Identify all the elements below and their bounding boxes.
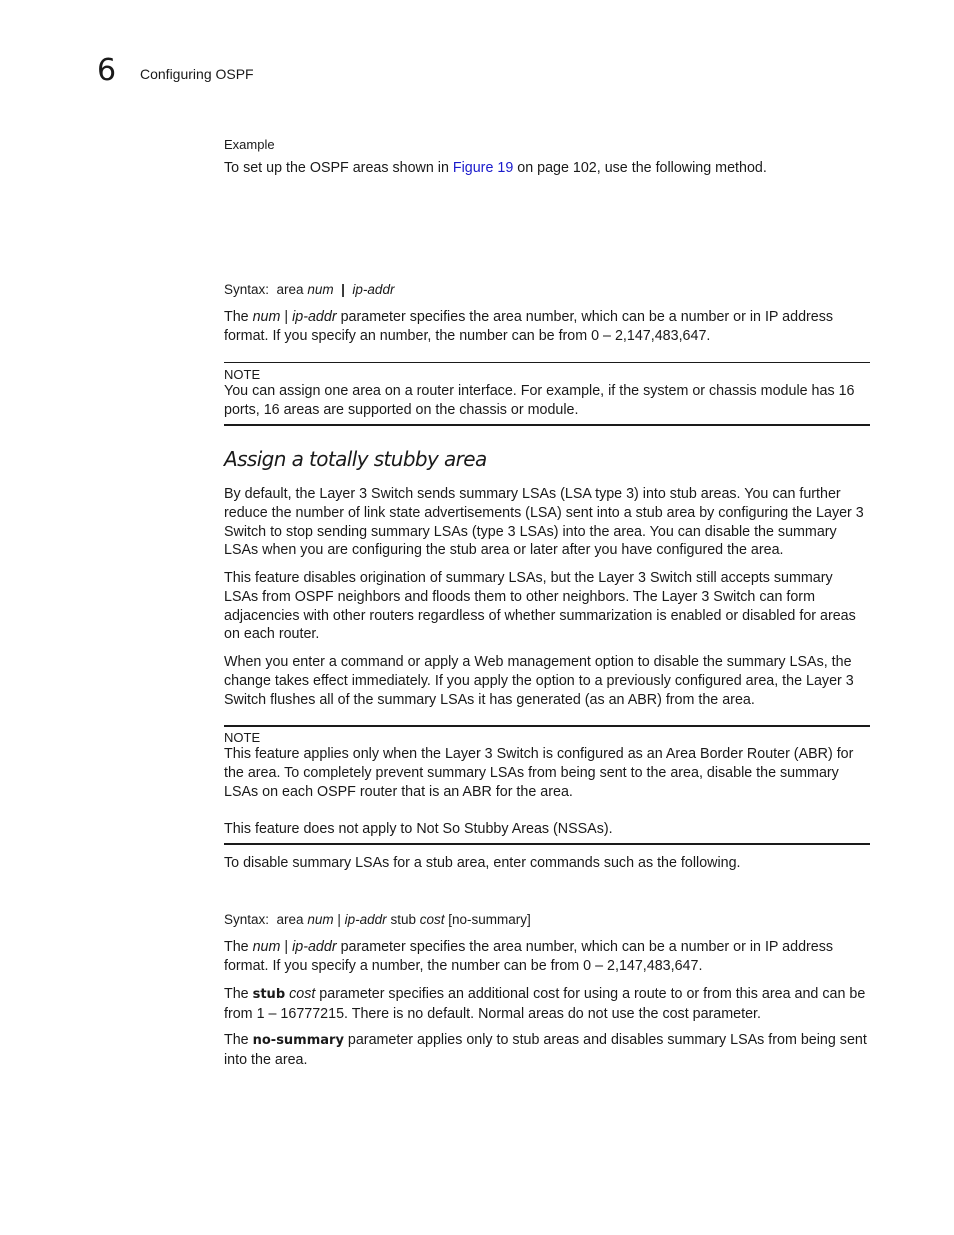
note-bottom-rule [224,424,870,426]
syntax-cmd-area: area [276,912,304,927]
syntax-arg-num: num [307,912,334,927]
syntax-prefix: Syntax: [224,282,270,297]
body-paragraph-3: When you enter a command or apply a Web management option to disable the summary LSAs, the change takes effect immediately. If you apply the option to a previously configured area, the Layer 3 Switch flushes all of the summary LSAs it has generated (as an ABR) from the area. [224,654,854,708]
example-label: Example [224,137,275,152]
syntax-prefix: Syntax: [224,912,270,927]
note2-label: NOTE [224,730,261,745]
arg-num: num [252,939,281,955]
text-span: The [224,1032,253,1048]
text-span: parameter specifies the area number, which can be a number or in IP address format. If you specify a number, the number can be from 0 – 2,147,483,647. [224,939,834,974]
syntax-arg-num: num [307,282,334,297]
syntax-cmd-area: area [276,282,304,297]
body-paragraph-1: By default, the Layer 3 Switch sends summary LSAs (LSA type 3) into stub areas. You can further reduce the number of link state advertisements (LSA) sent into a stub area by configuring the Layer 3 Switch to stop sending summary LSAs (type 3 LSAs) into the area. You can disable the summary LSAs when you are configuring the stub area or later after you have configured the area. [224,486,864,559]
kw-no-summary: no-summary [252,1033,344,1048]
text-span: parameter applies only to stub areas and disables summary LSAs from being sent into the area. [224,1032,867,1068]
syntax-opt-no-summary: [no-summary] [448,912,531,927]
disable-intro: To disable summary LSAs for a stub area, enter commands such as the following. [224,855,741,871]
syntax-line-2 [224,911,870,930]
text-span: The [224,939,253,955]
note-top-rule [224,362,870,363]
arg-separator: | [280,939,293,955]
nosummary-param-paragraph [224,1031,870,1070]
syntax-arg-ipaddr: ip-addr [344,912,387,927]
syntax-line-1 [224,281,870,300]
note2-text-2: This feature does not apply to Not So Stubby Areas (NSSAs). [224,821,613,837]
syntax-kw-stub: stub [390,912,416,927]
chapter-title: Configuring OSPF [140,66,254,82]
text-span: parameter specifies an additional cost for using a route to or from this area and can be from 1 – 16777215. There is no default. Normal areas do not use the cost parameter. [224,986,866,1022]
text-span: The [224,309,253,325]
num-param-paragraph-1 [224,308,870,346]
chapter-number: 6 [97,53,117,88]
arg-ipaddr: ip-addr [292,309,337,325]
body-paragraph-2: This feature disables origination of summary LSAs, but the Layer 3 Switch still accepts summary LSAs from OSPF neighbors and floods them to other neighbors. The Layer 3 Switch can form adjacencies with other routers regardless of whether summarization is enabled or disabled for areas on each router. [224,570,856,643]
example-text-pre: To set up the OSPF areas shown in [224,160,453,176]
example-paragraph [224,159,870,178]
note2-bottom-rule [224,843,870,845]
text-span: The [224,986,253,1002]
arg-num: num [252,309,281,325]
figure-link[interactable]: Figure 19 [452,160,514,176]
note-text: You can assign one area on a router interface. For example, if the system or chassis module has 16 ports, 16 areas are supported on the chassis or module. [224,383,855,418]
arg-cost: cost [285,986,316,1002]
num-param-paragraph-2 [224,938,870,976]
stub-param-paragraph [224,985,870,1024]
syntax-separator: | [341,282,345,297]
note-label: NOTE [224,367,261,382]
syntax-arg-cost: cost [419,912,445,927]
section-heading: Assign a totally stubby area [224,447,487,471]
text-span: parameter specifies the area number, which can be a number or in IP address format. If you specify an number, the number can be from 0 – 2,147,483,647. [224,309,834,344]
example-text-post: on page 102, use the following method. [513,160,767,176]
note2-top-rule [224,725,870,727]
syntax-arg-ipaddr: ip-addr [352,282,395,297]
syntax-separator: | [337,912,341,927]
note2-text-1: This feature applies only when the Layer 3 Switch is configured as an Area Border Router (ABR) for the area. To completely prevent summary LSAs from being sent to the area, disable the summary LSAs on each OSPF router that is an ABR for the area. [224,746,854,800]
arg-ipaddr: ip-addr [292,939,337,955]
kw-stub: stub [252,987,286,1002]
arg-separator: | [280,309,293,325]
